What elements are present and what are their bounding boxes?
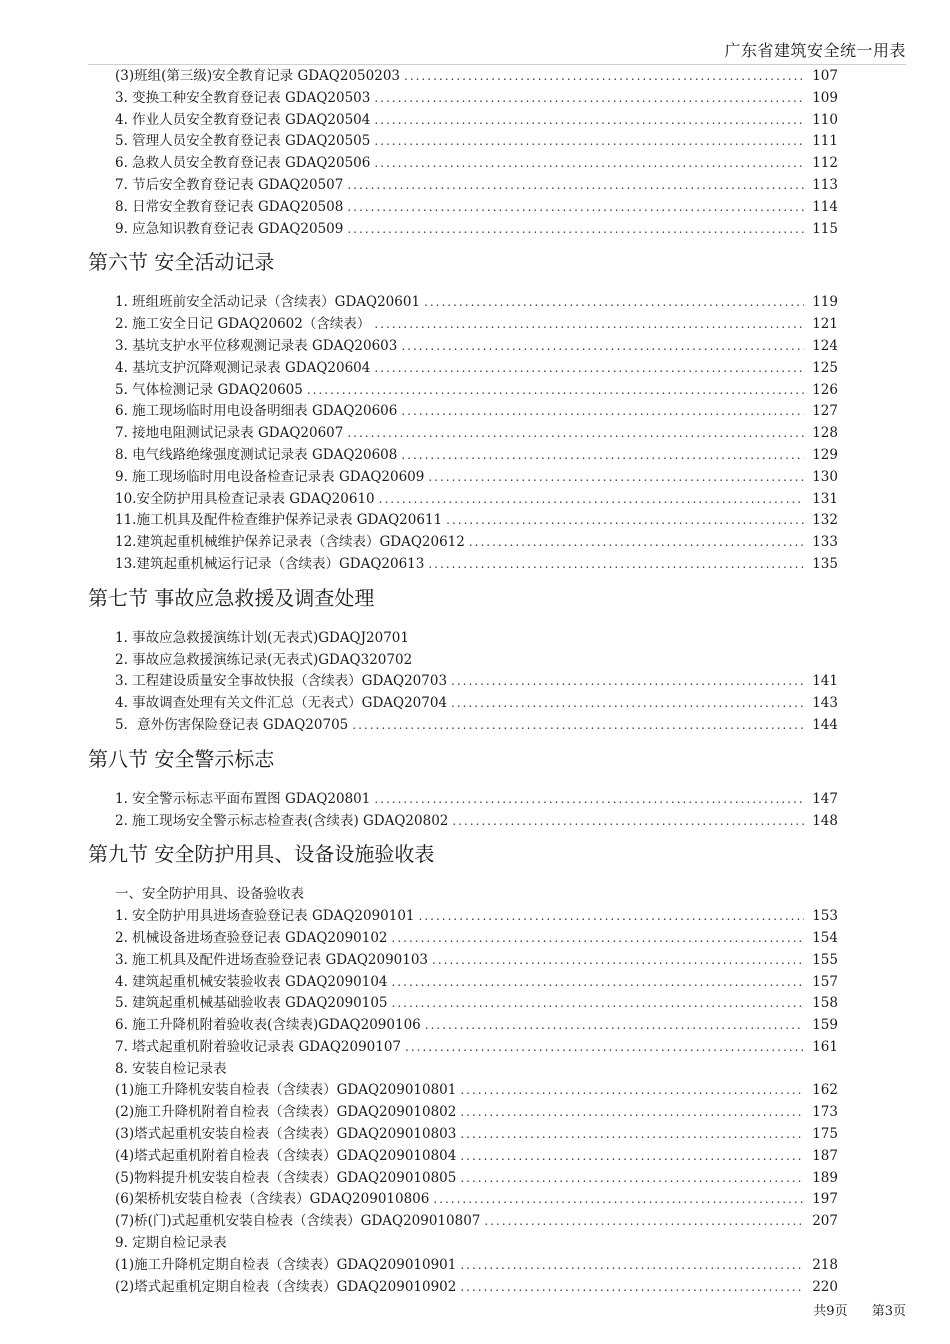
- toc-page-number: 131: [812, 490, 838, 507]
- toc-page-number: 153: [812, 908, 838, 925]
- dot-leader: [347, 175, 804, 197]
- dot-leader: [451, 671, 804, 693]
- dot-leader: [460, 1102, 804, 1124]
- toc-page-number: 127: [812, 403, 838, 420]
- toc-entry[interactable]: [88, 131, 838, 153]
- dot-leader: [347, 423, 804, 445]
- dot-leader: [374, 314, 804, 336]
- toc-entry[interactable]: [88, 336, 838, 358]
- toc-entry-label: 1. 安全防护用具进场查验登记表 GDAQ2090101: [115, 908, 415, 925]
- toc-page-number: 197: [812, 1191, 838, 1208]
- toc-entry-label: 3. 变换工种安全教育登记表 GDAQ20503: [115, 89, 371, 106]
- toc-entry-label: (6)架桥机安装自检表（含续表）GDAQ209010806: [115, 1191, 430, 1208]
- toc-entry-label: 6. 施工现场临时用电设备明细表 GDAQ20606: [115, 403, 398, 420]
- subsection-heading: 一、安全防护用具、设备验收表: [115, 886, 304, 903]
- toc-entry[interactable]: [88, 401, 838, 423]
- dot-leader: [460, 1255, 804, 1277]
- dot-leader: [424, 292, 804, 314]
- toc-entry-label: 4. 作业人员安全教育登记表 GDAQ20504: [115, 111, 371, 128]
- toc-page-number: 114: [812, 198, 838, 215]
- toc-page-number: 187: [812, 1147, 838, 1164]
- toc-entry-label: 2. 施工安全日记 GDAQ20602（含续表）: [115, 316, 371, 333]
- toc-entry[interactable]: [88, 650, 838, 672]
- toc-entry[interactable]: [88, 554, 838, 576]
- toc-page-number: 143: [812, 695, 838, 712]
- toc-entry-label: 3. 施工机具及配件进场查验登记表 GDAQ2090103: [115, 951, 429, 968]
- dot-leader: [401, 336, 804, 358]
- toc-entry-label: 8. 日常安全教育登记表 GDAQ20508: [115, 198, 344, 215]
- toc-entry-label: 5．意外伤害保险登记表 GDAQ20705: [115, 716, 349, 733]
- toc-page-number: 130: [812, 468, 838, 485]
- toc-page-number: 158: [812, 995, 838, 1012]
- toc-page-number: 218: [812, 1256, 838, 1273]
- toc-entry-label: (3)塔式起重机安装自检表（含续表）GDAQ209010803: [115, 1126, 457, 1143]
- toc-page-number: 144: [812, 716, 838, 733]
- toc-entry[interactable]: [88, 489, 838, 511]
- toc-page-number: 189: [812, 1169, 838, 1186]
- toc-entry[interactable]: [88, 789, 838, 811]
- toc-entry-label: 6. 急救人员安全教育登记表 GDAQ20506: [115, 155, 371, 172]
- subsection-heading: 8. 安装自检记录表: [115, 1060, 227, 1077]
- toc-entry-label: 1. 安全警示标志平面布置图 GDAQ20801: [115, 790, 371, 807]
- toc-entry[interactable]: [88, 1037, 838, 1059]
- toc-entry[interactable]: [88, 358, 838, 380]
- toc-page-number: 109: [812, 89, 838, 106]
- toc-entry-label: 1. 班组班前安全活动记录（含续表）GDAQ20601: [115, 294, 421, 311]
- toc-entry-label: 8. 电气线路绝缘强度测试记录表 GDAQ20608: [115, 446, 398, 463]
- toc-page-number: 154: [812, 929, 838, 946]
- dot-leader: [374, 88, 804, 110]
- toc-entry-label: 2. 施工现场安全警示标志检查表(含续表) GDAQ20802: [115, 812, 449, 829]
- toc-page-number: 125: [812, 359, 838, 376]
- toc-page-number: 124: [812, 337, 838, 354]
- toc-page-number: 107: [812, 68, 838, 84]
- dot-leader: [374, 110, 804, 132]
- toc-entry[interactable]: [88, 445, 838, 467]
- toc-entry-label: 4. 建筑起重机械安装验收表 GDAQ2090104: [115, 973, 388, 990]
- toc-entry[interactable]: [88, 197, 838, 219]
- toc-entry[interactable]: [88, 1102, 838, 1124]
- toc-entry[interactable]: [88, 175, 838, 197]
- toc-entry-label: 7. 节后安全教育登记表 GDAQ20507: [115, 176, 344, 193]
- toc-entry[interactable]: [88, 811, 838, 833]
- toc-page-number: 220: [812, 1278, 838, 1295]
- toc-entry-label: 2. 机械设备进场查验登记表 GDAQ2090102: [115, 929, 388, 946]
- dot-leader: [379, 489, 804, 511]
- toc-page-number: 110: [812, 111, 838, 128]
- toc-entry[interactable]: [88, 628, 838, 650]
- dot-leader: [392, 993, 804, 1015]
- toc-entry-label: 7. 接地电阻测试记录表 GDAQ20607: [115, 425, 344, 442]
- toc-entry[interactable]: [88, 993, 838, 1015]
- toc-entry[interactable]: [88, 1168, 838, 1190]
- dot-leader: [432, 950, 804, 972]
- toc-page-number: 133: [812, 534, 838, 551]
- toc-entry[interactable]: [88, 510, 838, 532]
- dot-leader: [347, 197, 804, 219]
- dot-leader: [460, 1080, 804, 1102]
- toc-page-number: 113: [812, 176, 838, 193]
- dot-leader: [460, 1277, 804, 1299]
- toc-entry-label: 2. 事故应急救援演练记录(无表式)GDAQ320702: [115, 651, 413, 668]
- toc-page-number: 207: [812, 1213, 838, 1230]
- dot-leader: [469, 532, 804, 554]
- toc-entry-label: 10.安全防护用具检查记录表 GDAQ20610: [115, 490, 375, 507]
- toc-entry[interactable]: [88, 715, 838, 737]
- toc-entry[interactable]: [88, 66, 838, 88]
- dot-leader: [428, 467, 804, 489]
- toc-entry[interactable]: [88, 219, 838, 241]
- toc-entry[interactable]: [88, 1015, 838, 1037]
- toc-entry[interactable]: [88, 1124, 838, 1146]
- dot-leader: [433, 1189, 804, 1211]
- dot-leader: [460, 1168, 804, 1190]
- toc-entry[interactable]: [88, 1080, 838, 1102]
- current-page-label: 第3页: [871, 1304, 906, 1319]
- section-heading: 第八节 安全警示标志: [88, 746, 275, 771]
- toc-page-number: 162: [812, 1082, 838, 1099]
- toc-entry[interactable]: [88, 1211, 838, 1233]
- toc-entry-label: (3)班组(第三级)安全教育记录 GDAQ2050203: [115, 68, 400, 84]
- toc-page-number: 148: [812, 812, 838, 829]
- dot-leader: [374, 358, 804, 380]
- toc-entry[interactable]: [88, 153, 838, 175]
- toc-page-number: 161: [812, 1038, 838, 1055]
- dot-leader: [460, 1146, 804, 1168]
- dot-leader: [428, 554, 804, 576]
- toc-entry-label: 7. 塔式起重机附着验收记录表 GDAQ2090107: [115, 1038, 402, 1055]
- dot-leader: [451, 693, 804, 715]
- dot-leader: [392, 972, 804, 994]
- toc-entry[interactable]: [88, 693, 838, 715]
- dot-leader: [404, 66, 804, 88]
- toc-page-number: 128: [812, 425, 838, 442]
- toc-entry-label: 12.建筑起重机械维护保养记录表（含续表）GDAQ20612: [115, 534, 465, 551]
- dot-leader: [392, 928, 804, 950]
- toc-entry-label: 4. 基坑支护沉降观测记录表 GDAQ20604: [115, 359, 371, 376]
- toc-entry[interactable]: [88, 532, 838, 554]
- dot-leader: [405, 1037, 804, 1059]
- toc-page-number: 132: [812, 512, 838, 529]
- toc-entry-label: 9. 施工现场临时用电设备检查记录表 GDAQ20609: [115, 468, 425, 485]
- toc-page-number: 135: [812, 555, 838, 572]
- toc-entry[interactable]: [88, 467, 838, 489]
- toc-entry[interactable]: [88, 1255, 838, 1277]
- dot-leader: [401, 445, 804, 467]
- toc-page-number: 141: [812, 673, 838, 690]
- toc-entry-label: 11.施工机具及配件检查维护保养记录表 GDAQ20611: [115, 512, 443, 529]
- toc-page-number: 119: [812, 294, 838, 311]
- toc-entry[interactable]: [88, 110, 838, 132]
- toc-page-number: 159: [812, 1017, 838, 1034]
- dot-leader: [374, 131, 804, 153]
- toc-page-number: 115: [812, 220, 838, 237]
- toc-entry-label: (1)施工升降机安装自检表（含续表）GDAQ209010801: [115, 1082, 457, 1099]
- toc-page-number: 111: [812, 133, 838, 150]
- toc-entry[interactable]: [88, 88, 838, 110]
- dot-leader: [352, 715, 804, 737]
- dot-leader: [307, 380, 804, 402]
- toc-entry-label: 3. 工程建设质量安全事故快报（含续表）GDAQ20703: [115, 673, 448, 690]
- dot-leader: [484, 1211, 804, 1233]
- dot-leader: [460, 1124, 804, 1146]
- section-heading: 第七节 事故应急救援及调查处理: [88, 585, 375, 610]
- dot-leader: [446, 510, 804, 532]
- toc-entry[interactable]: [88, 906, 838, 928]
- toc-entry[interactable]: [88, 1189, 838, 1211]
- toc-page-number: 121: [812, 316, 838, 333]
- toc-page-number: 129: [812, 446, 838, 463]
- dot-leader: [425, 1015, 804, 1037]
- toc-entry-label: 5. 管理人员安全教育登记表 GDAQ20505: [115, 133, 371, 150]
- page-footer: [813, 1300, 906, 1319]
- total-pages-label: 共9页: [813, 1304, 848, 1319]
- toc-page-number: 157: [812, 973, 838, 990]
- subsection-heading: 9. 定期自检记录表: [115, 1235, 227, 1252]
- dot-leader: [401, 401, 804, 423]
- toc-page-number: 147: [812, 790, 838, 807]
- dot-leader: [374, 153, 804, 175]
- toc-entry-label: 9. 应急知识教育登记表 GDAQ20509: [115, 220, 344, 237]
- toc-entry[interactable]: [88, 314, 838, 336]
- toc-page-number: 126: [812, 381, 838, 398]
- toc-page-number: 175: [812, 1126, 838, 1143]
- toc-entry[interactable]: [88, 928, 838, 950]
- toc-entry[interactable]: [88, 380, 838, 402]
- toc-entry-label: 3. 基坑支护水平位移观测记录表 GDAQ20603: [115, 337, 398, 354]
- toc-entry-label: 6. 施工升降机附着验收表(含续表)GDAQ2090106: [115, 1017, 421, 1034]
- toc-entry-label: 5. 建筑起重机械基础验收表 GDAQ2090105: [115, 995, 388, 1012]
- toc-entry[interactable]: [88, 1277, 838, 1299]
- toc-entry[interactable]: [88, 950, 838, 972]
- toc-entry-label: (1)施工升降机定期自检表（含续表）GDAQ209010901: [115, 1256, 457, 1273]
- document-header-title: 广东省建筑安全统一用表: [724, 41, 906, 60]
- table-of-contents: [88, 66, 838, 1298]
- toc-entry[interactable]: [88, 671, 838, 693]
- toc-entry-label: (5)物料提升机安装自检表（含续表）GDAQ209010805: [115, 1169, 457, 1186]
- toc-entry-label: (4)塔式起重机附着自检表（含续表）GDAQ209010804: [115, 1147, 457, 1164]
- dot-leader: [419, 906, 804, 928]
- toc-entry[interactable]: [88, 423, 838, 445]
- toc-entry-label: (2)塔式起重机定期自检表（含续表）GDAQ209010902: [115, 1278, 457, 1295]
- dot-leader: [347, 219, 804, 241]
- dot-leader: [374, 789, 804, 811]
- dot-leader: [452, 811, 804, 833]
- toc-entry[interactable]: [88, 292, 838, 314]
- section-heading: 第九节 安全防护用具、设备设施验收表: [88, 842, 435, 867]
- toc-entry-label: (2)施工升降机附着自检表（含续表）GDAQ209010802: [115, 1104, 457, 1121]
- toc-page-number: 112: [812, 155, 838, 172]
- toc-entry-label: (7)桥(门)式起重机安装自检表（含续表）GDAQ209010807: [115, 1213, 481, 1230]
- header-rule: [88, 64, 906, 65]
- toc-page-number: 155: [812, 951, 838, 968]
- toc-entry-label: 4. 事故调查处理有关文件汇总（无表式）GDAQ20704: [115, 695, 448, 712]
- toc-page-number: 173: [812, 1104, 838, 1121]
- toc-entry-label: 1. 事故应急救援演练计划(无表式)GDAQJ20701: [115, 629, 409, 646]
- section-heading: 第六节 安全活动记录: [88, 250, 275, 275]
- toc-entry[interactable]: [88, 972, 838, 994]
- toc-entry-label: 13.建筑起重机械运行记录（含续表）GDAQ20613: [115, 555, 425, 572]
- toc-entry[interactable]: [88, 1146, 838, 1168]
- toc-entry-label: 5. 气体检测记录 GDAQ20605: [115, 381, 303, 398]
